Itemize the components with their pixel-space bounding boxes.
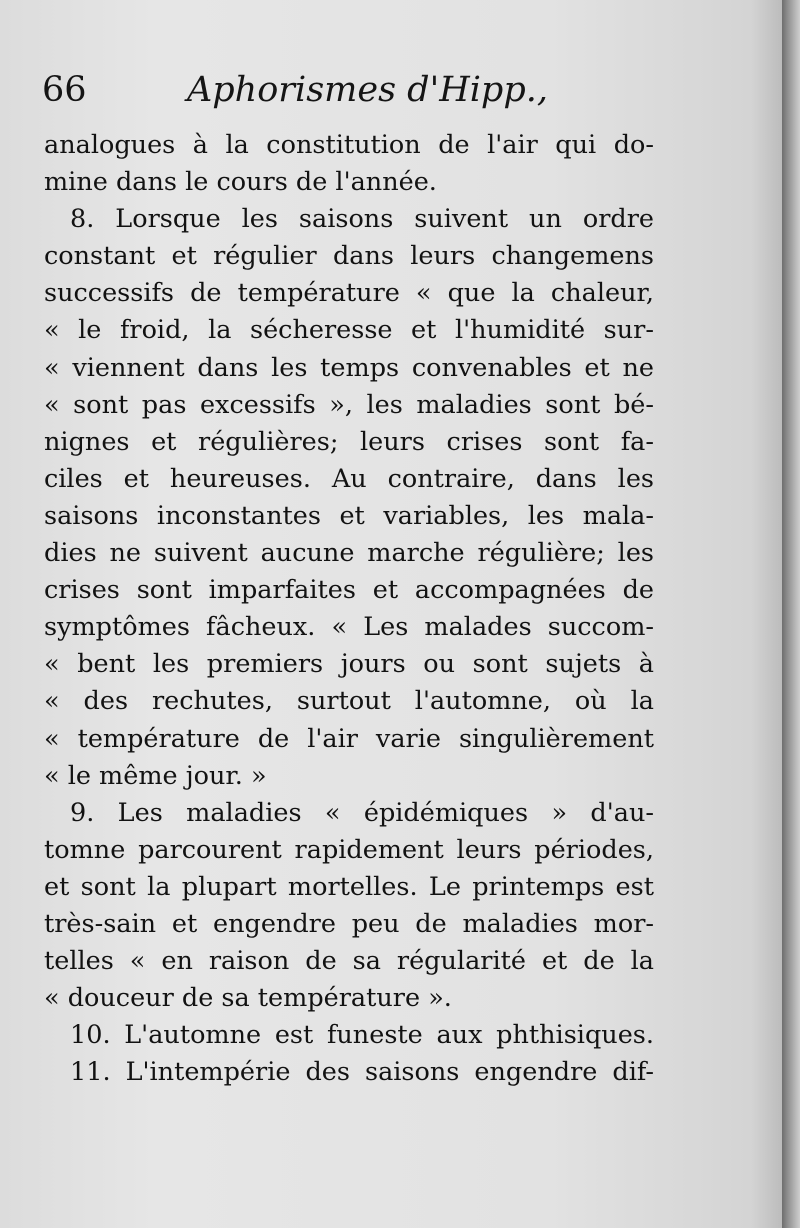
text-line: symptômes fâcheux. « Les malades succom- xyxy=(44,612,654,643)
page-number: 66 xyxy=(42,70,87,110)
text-line: saisons inconstantes et variables, les mala- xyxy=(44,500,654,531)
text-line: « sont pas excessifs », les maladies sont bé- xyxy=(44,389,654,420)
running-head: Aphorismes d'Hipp., xyxy=(187,70,548,110)
text-line: nignes et régulières; leurs crises sont fa- xyxy=(44,426,654,457)
text-line: mine dans le cours de l'année. xyxy=(44,167,437,198)
text-line: 11. L'intempérie des saisons engendre dif- xyxy=(70,1057,654,1088)
text-line: crises sont imparfaites et accompagnées de xyxy=(44,575,654,606)
text-line: dies ne suivent aucune marche régulière; les xyxy=(44,538,654,569)
text-line: constant et régulier dans leurs changemens xyxy=(44,241,654,272)
text-line: « douceur de sa température ». xyxy=(44,983,452,1014)
text-line: 9. Les maladies « épidémiques » d'au- xyxy=(70,797,654,828)
text-line: « température de l'air varie singulièrement xyxy=(44,723,654,754)
page-edge-shadow xyxy=(782,0,800,1228)
text-line: très-sain et engendre peu de maladies mor- xyxy=(44,908,654,939)
text-line: ciles et heureuses. Au contraire, dans les xyxy=(44,463,654,494)
text-line: « le même jour. » xyxy=(44,760,267,791)
text-line: 8. Lorsque les saisons suivent un ordre xyxy=(70,204,654,235)
text-line: « bent les premiers jours ou sont sujets à xyxy=(44,649,654,680)
text-line: « des rechutes, surtout l'automne, où la xyxy=(44,686,654,717)
text-line: « le froid, la sécheresse et l'humidité sur- xyxy=(44,315,654,346)
page-header xyxy=(42,70,762,120)
text-line: « viennent dans les temps convenables et ne xyxy=(44,352,654,383)
text-line: telles « en raison de sa régularité et de la xyxy=(44,946,654,977)
text-line: analogues à la constitution de l'air qui do- xyxy=(44,130,654,160)
body-text xyxy=(44,127,654,1091)
text-line: et sont la plupart mortelles. Le printemps est xyxy=(44,871,654,902)
text-line: successifs de température « que la chaleur, xyxy=(44,278,654,309)
text-line: tomne parcourent rapidement leurs périodes, xyxy=(44,834,654,865)
text-line: 10. L'automne est funeste aux phthisiques. xyxy=(70,1020,654,1051)
